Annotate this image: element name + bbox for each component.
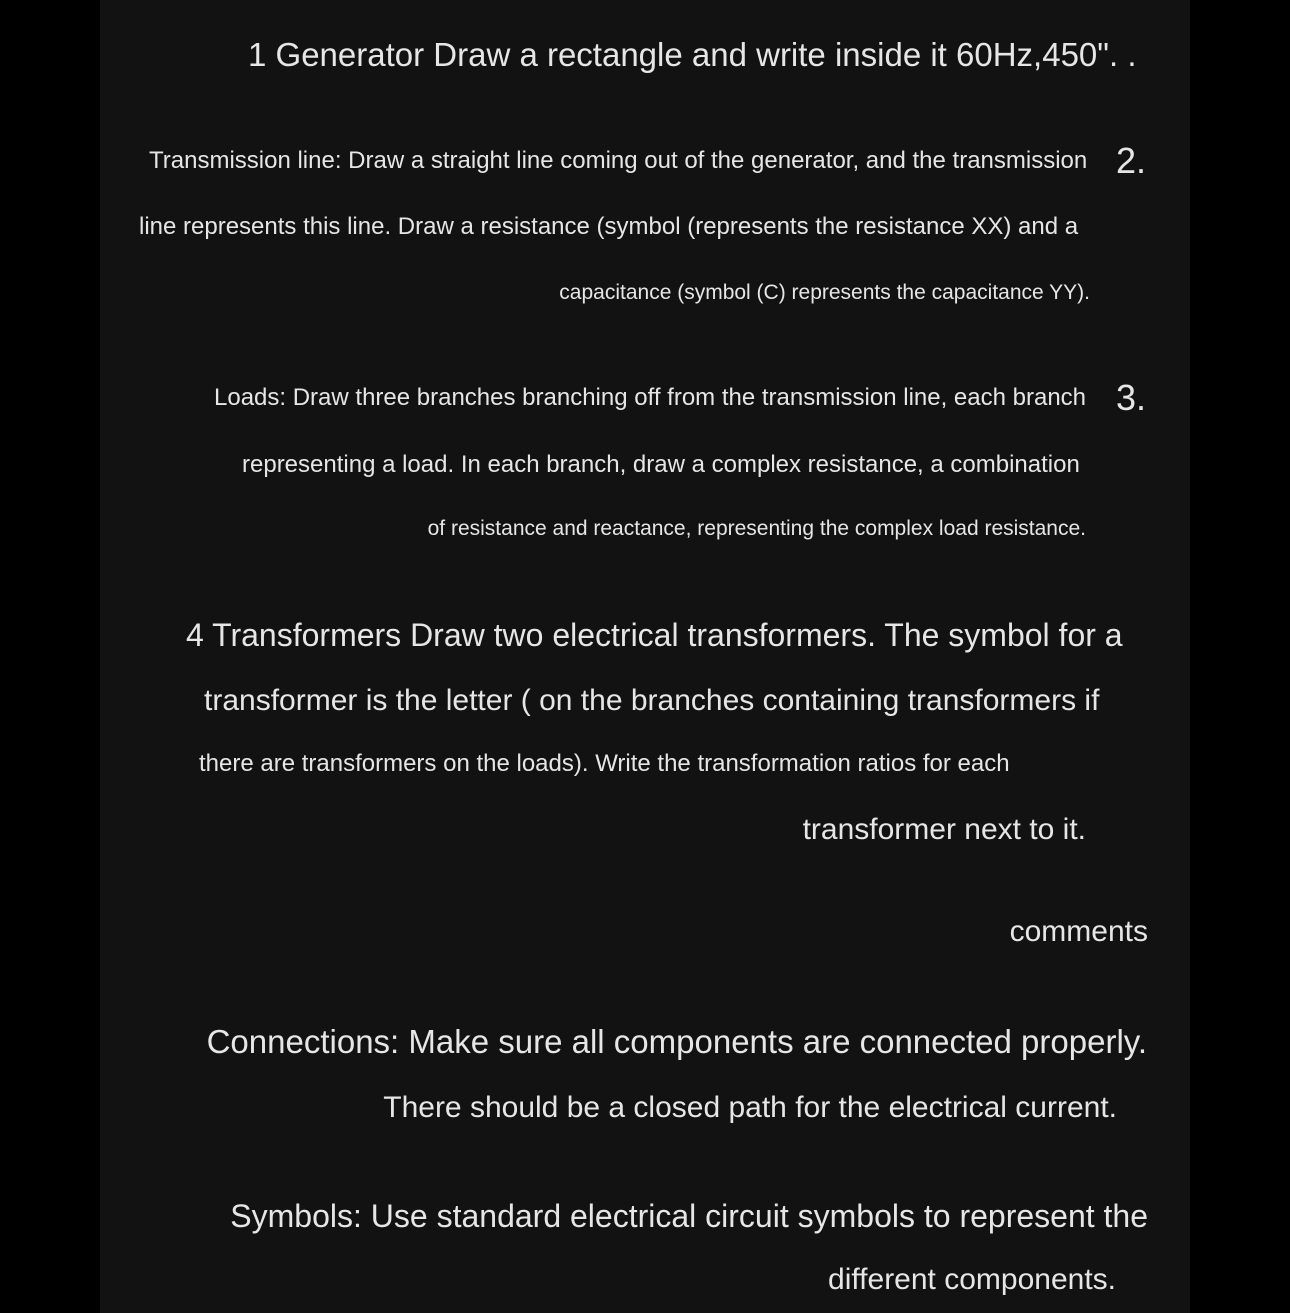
document-page [100, 0, 1190, 1313]
transformers-line-3: there are transformers on the loads). Write the transformation ratios for each [199, 750, 1010, 777]
symbols-line-1: Symbols: Use standard electrical circuit symbols to represent the [230, 1198, 1148, 1234]
transformers-line-2: transformer is the letter ( on the branches containing transformers if [204, 684, 1100, 717]
loads-line-2: representing a load. In each branch, draw a complex resistance, a combination [242, 451, 1080, 478]
generator-line: 1 Generator Draw a rectangle and write inside it 60Hz,450". . [248, 36, 1137, 73]
comments-heading: comments [1009, 915, 1148, 948]
transformers-line-1: 4 Transformers Draw two electrical transformers. The symbol for a [186, 617, 1123, 653]
symbols-line-2: different components. [828, 1263, 1116, 1296]
item-number-2: 2. [1116, 140, 1147, 181]
transmission-line-3: capacitance (symbol (C) represents the capacitance YY). [559, 281, 1090, 304]
loads-line-1: Loads: Draw three branches branching off from the transmission line, each branch [214, 384, 1087, 411]
loads-line-3: of resistance and reactance, representing the complex load resistance. [427, 517, 1086, 540]
connections-line-2: There should be a closed path for the electrical current. [383, 1091, 1117, 1124]
transmission-line-1: Transmission line: Draw a straight line coming out of the generator, and the transmission [149, 147, 1088, 174]
item-number-3: 3. [1116, 377, 1147, 418]
transmission-line-2: line represents this line. Draw a resistance (symbol (represents the resistance XX) and a [139, 213, 1079, 240]
connections-line-1: Connections: Make sure all components are connected properly. [206, 1023, 1147, 1060]
transformers-line-4: transformer next to it. [802, 813, 1086, 846]
